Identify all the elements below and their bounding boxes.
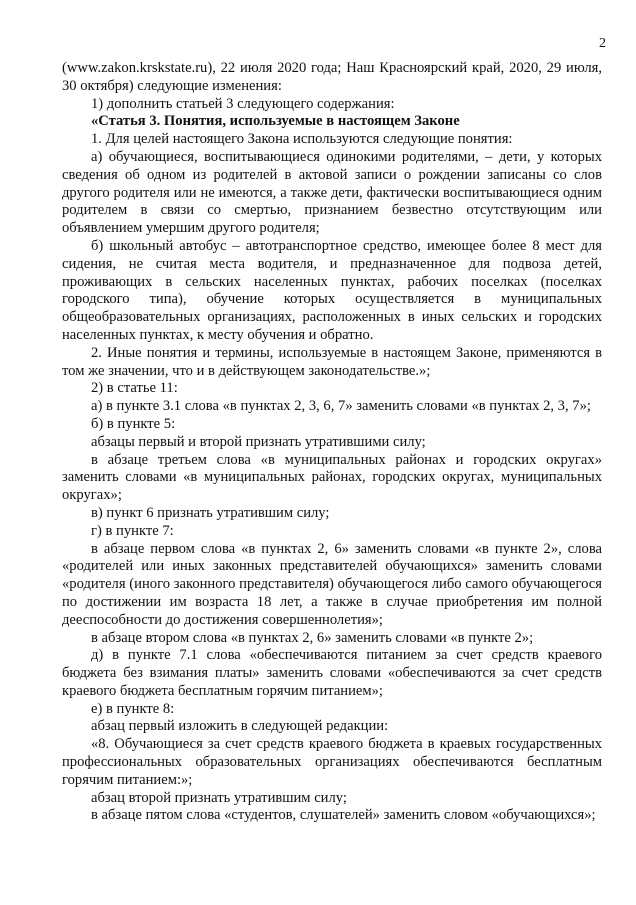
document-paragraph: б) школьный автобус – автотранспортное средство, имеющее более 8 мест для сидения, не считая места водителя, и предназначенное для подвоза детей, проживающих в сельских населенных пунктах, рабочих поселках (поселках городского типа), обучение которых осуществляется в муниципальных общеобразовательных организациях, расположенных в иных сельских и городских населенных пунктах, к месту обучения и обратно. [62,237,602,343]
document-paragraph: г) в пункте 7: [91,522,174,539]
document-paragraph: 1) дополнить статьей 3 следующего содержания: [91,95,395,112]
document-body [62,60,602,825]
document-paragraph: 1. Для целей настоящего Закона используются следующие понятия: [91,131,513,148]
document-paragraph: в абзаце первом слова «в пунктах 2, 6» заменить словами «в пункте 2», слова «родителей или иных законных представителей обучающихся» заменить словами «родителя (иного законного представителя) обучающегося либо самого обучающегося по достижении им возраста 18 лет, а также в случае приобретения им полной дееспособности до достижения совершеннолетия»; [62,540,602,628]
document-paragraph: 2. Иные понятия и термины, используемые в настоящем Законе, применяются в том же значении, что и в действующем законодательстве.»; [62,344,602,379]
document-paragraph: е) в пункте 8: [91,700,175,717]
document-paragraph: (www.zakon.krskstate.ru), 22 июля 2020 года; Наш Красноярский край, 2020, 29 июля, 30 октября) следующие изменения: [62,60,602,94]
document-paragraph: абзац второй признать утратившим силу; [91,789,347,806]
page-number: 2 [599,36,606,51]
document-paragraph: в абзаце пятом слова «студентов, слушателей» заменить словом «обучающихся»; [91,807,596,824]
document-paragraph: а) в пункте 3.1 слова «в пунктах 2, 3, 6, 7» заменить словами «в пунктах 2, 3, 7»; [91,398,591,415]
document-paragraph: «8. Обучающиеся за счет средств краевого бюджета в краевых государственных профессиональных образовательных организациях обеспечиваются бесплатным горячим питанием:»; [62,736,602,788]
document-paragraph: а) обучающиеся, воспитывающиеся одинокими родителями, – дети, у которых сведения об одном из родителей в актовой записи о рождении записаны со слов другого родителя или не имеются, а также дети, фактически воспитывающиеся одним родителем в связи со смертью, признанием безвестно отсутствующим или объявлением умершим другого родителя; [62,148,602,237]
document-paragraph: абзацы первый и второй признать утратившими силу; [91,433,426,450]
document-paragraph: д) в пункте 7.1 слова «обеспечиваются питанием за счет средств краевого бюджета без взимания платы» заменить словами «обеспечиваются за счет средств краевого бюджета бесплатным горячим питанием»; [62,647,602,699]
document-paragraph: б) в пункте 5: [91,415,176,432]
document-paragraph: в абзаце третьем слова «в муниципальных районах и городских округах» заменить словами «в муниципальных районах, городских округах, муниципальных округах»; [62,451,602,504]
document-paragraph: в абзаце втором слова «в пунктах 2, 6» заменить словами «в пункте 2»; [91,629,534,646]
document-paragraph: абзац первый изложить в следующей редакции: [91,718,389,735]
article-heading: «Статья 3. Понятия, используемые в настоящем Законе [91,113,460,130]
document-paragraph: в) пункт 6 признать утратившим силу; [91,504,330,521]
document-paragraph: 2) в статье 11: [91,380,178,397]
